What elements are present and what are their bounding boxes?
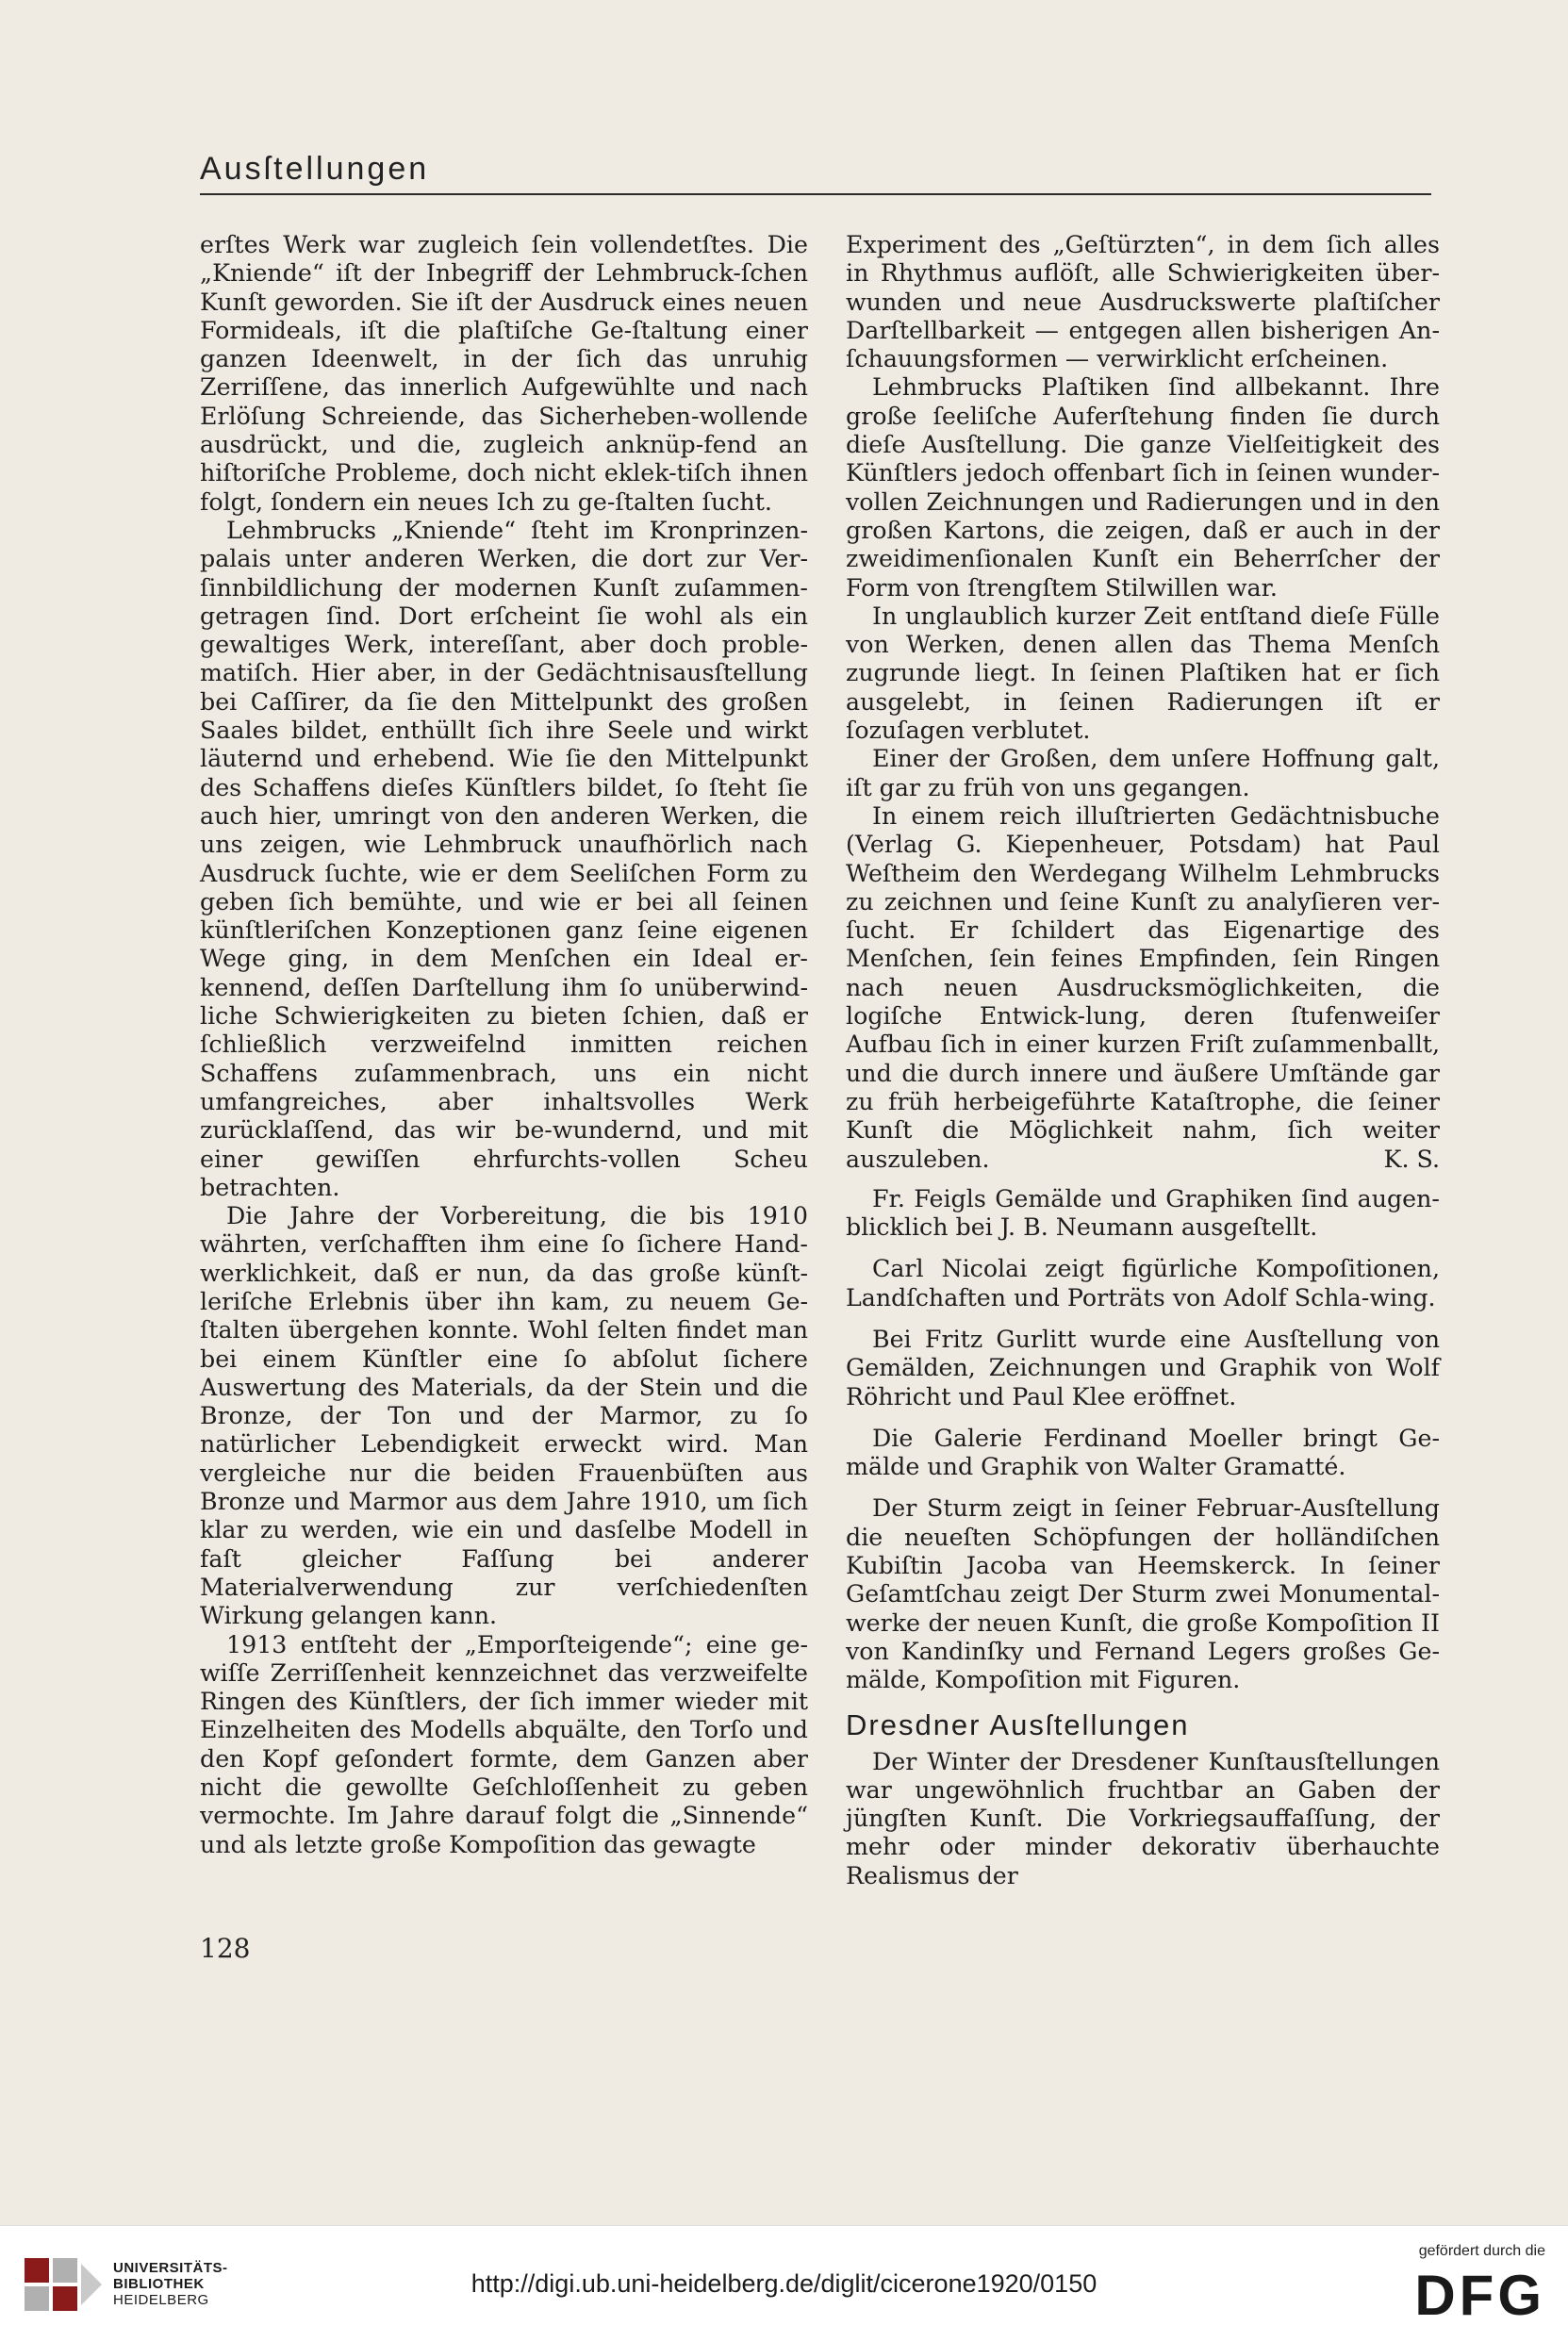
right-column [846, 231, 1440, 1890]
dfg-logo[interactable]: DFG [1414, 2264, 1545, 2327]
institution-line: UNIVERSITÄTS- [113, 2260, 228, 2276]
exhibition-notice: Fr. Feigls Gemälde und Graphiken ſind augen-blicklich bei J. B. Neumann ausgeſtellt. [846, 1184, 1440, 1242]
footer-bar [0, 2225, 1568, 2342]
paragraph [846, 802, 1440, 1174]
paragraph: Die Jahre der Vorbereitung, die bis 1910 währten, verſchafften ihm eine ſo ſichere Hand-werklichkeit, daß er nun, da das große künſt-leriſche Erlebnis über ihn kam, zu neuem Ge-ſtalten übergehen konnte. Wohl ſelten findet man bei einem Künſtler eine ſo abſolut ſichere Auswertung des Materials, da der Stein und die Bronze, der Ton und der Marmor, zu ſo natürlicher Lebendigkeit erweckt wird. Man vergleiche nur die beiden Frauenbüſten aus Bronze und Marmor aus dem Jahre 1910, um ſich klar zu werden, wie ein und dasſelbe Modell in faſt gleicher Faſſung bei anderer Materialverwendung zur verſchiedenſten Wirkung gelangen kann. [200, 1202, 808, 1630]
permalink-url[interactable]: http://digi.ub.uni-heidelberg.de/diglit/cicerone1920/0150 [470, 2269, 1098, 2298]
institution-line: BIBLIOTHEK [113, 2276, 205, 2292]
exhibition-notice: Bei Fritz Gurlitt wurde eine Ausſtellung von Gemälden, Zeichnungen und Graphik von Wolf Röhricht und Paul Klee eröffnet. [846, 1325, 1440, 1410]
paragraph: In unglaublich kurzer Zeit entſtand dieſe Fülle von Werken, denen allen das Thema Menſch zugrunde liegt. In ſeinen Plaſtiken hat er ſich ausgelebt, in ſeinen Radierungen iſt er ſozuſagen verblutet. [846, 602, 1440, 745]
paragraph: 1913 entſteht der „Emporſteigende“; eine ge-wiſſe Zerriſſenheit kennzeichnet das verzweifelte Ringen des Künſtlers, der ſich immer wieder mit Einzelheiten des Modells abquälte, den Torſo und den Kopf geſondert formte, dem Ganzen aber nicht die gewollte Geſchloſſenheit zu geben vermochte. Im Jahre darauf folgt die „Sinnende“ und als letzte große Kompoſition das gewagte [200, 1630, 808, 1858]
paragraph-text: In einem reich illuſtrierten Gedächtnisbuche (Verlag G. Kiepenheuer, Potsdam) hat Paul Weſtheim den Werdegang Wilhelm Lehmbrucks zu zeichnen und ſeine Kunſt zu analyſieren ver-ſucht. Er ſchildert das Eigenartige des Menſchen, ſein feines Empfinden, ſein Ringen nach neuen Ausdrucksmöglichkeiten, die logiſche Entwick-lung, deren ſtufenweiſer Aufbau ſich in einer kurzen Friſt zuſammenballt, und die durch innere und äußere Umſtände gar zu früh herbeigeführte Kataſtrophe, die ſeiner Kunſt die Möglichkeit nahm, ſich weiter auszuleben. [846, 801, 1440, 1173]
paragraph: Einer der Großen, dem unſere Hoffnung galt, iſt gar zu früh von uns gegangen. [846, 745, 1440, 801]
exhibition-notice: Die Galerie Ferdinand Moeller bringt Ge-mälde und Graphik von Walter Gramatté. [846, 1424, 1440, 1481]
paragraph: erſtes Werk war zugleich ſein vollendetſtes. Die „Kniende“ iſt der Inbegriff der Lehmbruck-ſchen Kunſt geworden. Sie iſt der Ausdruck eines neuen Formideals, iſt die plaſtiſche Ge-ſtaltung einer ganzen Ideenwelt, in der ſich das unruhig Zerriſſene, das innerlich Aufgewühlte und nach Erlöſung Schreiende, das Sicherheben-wollende ausdrückt, und die, zugleich anknüp-fend an hiſtoriſche Probleme, doch nicht eklek-tiſch ihnen folgt, ſondern ein neues Ich zu ge-ſtalten ſucht. [200, 231, 808, 516]
paragraph: Lehmbrucks Plaſtiken ſind allbekannt. Ihre große ſeeliſche Auferſtehung finden ſie durch dieſe Ausſtellung. Die ganze Vielſeitigkeit des Künſtlers jedoch offenbart ſich in ſeinen wunder-vollen Zeichnungen und Radierungen und in den großen Kartons, die zeigen, daß er auch in der zweidimenſionalen Kunſt ein Beherrſcher der Form von ſtrengſtem Stilwillen war. [846, 373, 1440, 602]
institution-line: HEIDELBERG [113, 2292, 209, 2308]
sponsor-text: gefördert durch die [1418, 2243, 1545, 2259]
exhibition-notice: Carl Nicolai zeigt figürliche Kompoſitionen, Landſchaften und Porträts von Adolf Schla-wing. [846, 1255, 1440, 1311]
paragraph: Der Winter der Dresdener Kunſtausſtellungen war ungewöhnlich fruchtbar an Gaben der jüngſten Kunſt. Die Vorkriegsauffaſſung, der mehr oder minder dekorativ überhauchte Realismus der [846, 1747, 1440, 1889]
paragraph: Experiment des „Geſtürzten“, in dem ſich alles in Rhythmus auflöſt, alle Schwierigkeiten über-wunden und neue Ausdruckswerte plaſtiſcher Darſtellbarkeit — entgegen allen bisherigen An-ſchauungsformen — verwirklicht erſcheinen. [846, 231, 1440, 373]
section-heading: Dresdner Ausſtellungen [846, 1707, 1190, 1741]
header-rule [200, 193, 1431, 195]
page-number: 128 [200, 1933, 251, 1964]
author-signature: K. S. [1383, 1145, 1440, 1173]
running-header: Ausſtellungen [200, 151, 430, 187]
exhibition-notice: Der Sturm zeigt in ſeiner Februar-Ausſtellung die neueſten Schöpfungen der holländiſchen Kubiſtin Jacoba van Heemskerck. In ſeiner Geſamtſchau zeigt Der Sturm zwei Monumental-werke der neuen Kunſt, die große Kompoſition II von Kandinſky und Fernand Legers großes Ge-mälde, Kompoſition mit Figuren. [846, 1494, 1440, 1694]
left-column [200, 231, 808, 1859]
paragraph: Lehmbrucks „Kniende“ ſteht im Kronprinzen-palais unter anderen Werken, die dort zur Ver-ſinnbildlichung der modernen Kunſt zuſammen-getragen ſind. Dort erſcheint ſie wohl als ein gewaltiges Werk, intereſſant, aber doch proble-matiſch. Hier aber, in der Gedächtnisausſtellung bei Caſſirer, da ſie den Mittelpunkt des großen Saales bildet, enthüllt ſich ihre Seele und wirkt läuternd und erhebend. Wie ſie den Mittelpunkt des Schaffens dieſes Künſtlers bildet, ſo ſteht ſie auch hier, umringt von den anderen Werken, die uns zeigen, wie Lehmbruck unaufhörlich nach Ausdruck ſuchte, wie er dem Seeliſchen Form zu geben ſich bemühte, und wie er bei all ſeinen künſtleriſchen Konzeptionen ganz ſeine eigenen Wege ging, in dem Menſchen ein Ideal er-kennend, deſſen Darſtellung ihm ſo unüberwind-liche Schwierigkeiten zu bieten ſchien, daß er ſchließlich verzweifelnd inmitten reichen Schaffens zuſammenbrach, uns ein nicht umfangreiches, aber inhaltsvolles Werk zurücklaſſend, das wir be-wundernd, und mit einer gewiſſen ehrfurchts-vollen Scheu betrachten. [200, 516, 808, 1201]
